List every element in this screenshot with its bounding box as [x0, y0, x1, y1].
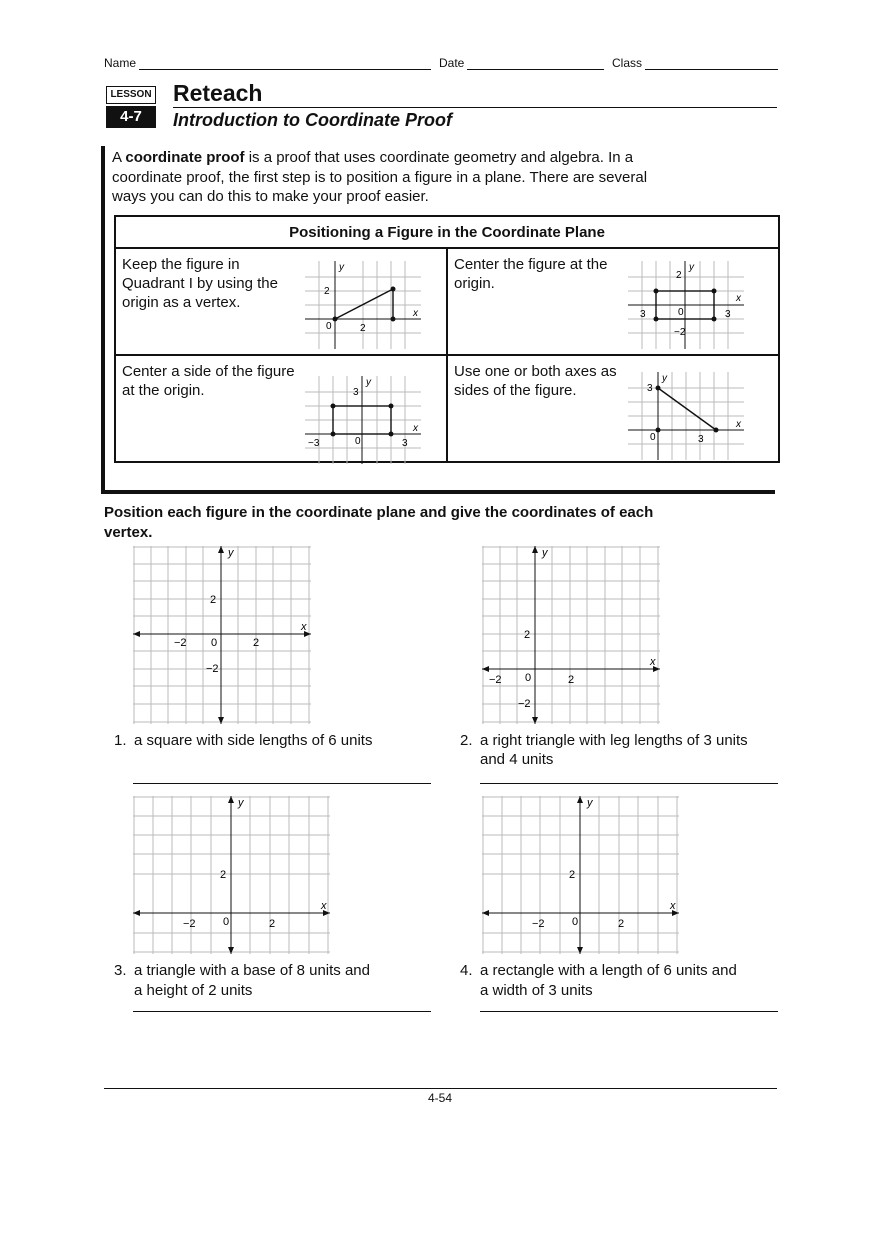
panel-bottom-bar: [101, 490, 775, 494]
svg-text:x: x: [321, 900, 327, 912]
svg-text:−2: −2: [518, 698, 531, 710]
svg-text:2: 2: [220, 869, 227, 881]
quadrant-one-graph: [305, 261, 421, 349]
svg-text:−2: −2: [674, 327, 686, 338]
svg-text:−2: −2: [206, 663, 219, 675]
title-rule: [173, 107, 777, 108]
svg-text:y: y: [689, 262, 694, 273]
center-origin-graph: [628, 261, 744, 349]
svg-text:0: 0: [650, 432, 656, 443]
svg-text:2: 2: [676, 270, 682, 281]
center-side-graph: [305, 376, 421, 464]
svg-text:2: 2: [618, 918, 625, 930]
svg-text:x: x: [413, 423, 418, 434]
svg-text:2: 2: [524, 629, 531, 641]
svg-text:2: 2: [324, 286, 330, 297]
svg-text:x: x: [301, 621, 307, 633]
table-cell-quadrant-one: Keep the figure in Quadrant I by using the origin as a vertex. y x 2 0 2: [115, 248, 447, 355]
date-blank[interactable]: [467, 69, 604, 70]
graph-4[interactable]: [482, 796, 679, 954]
svg-text:y: y: [228, 547, 234, 559]
table-cell-center-side: Center a side of the figure at the origin. y x 3 −3 0 3: [115, 355, 447, 462]
svg-text:0: 0: [355, 436, 361, 447]
svg-text:y: y: [238, 797, 244, 809]
svg-text:y: y: [366, 377, 371, 388]
problem-4: 4. a rectangle with a length of 6 units and a width of 3 units: [460, 962, 737, 999]
class-blank[interactable]: [645, 69, 778, 70]
svg-text:x: x: [736, 419, 741, 430]
instructions: Position each figure in the coordinate plane and give the coordinates of each vertex.: [104, 504, 654, 541]
graph-2[interactable]: [482, 546, 660, 724]
table-cell-center-origin: Center the figure at the origin. y x 2 3 0 3 −2: [447, 248, 779, 355]
svg-text:−2: −2: [174, 637, 187, 649]
svg-text:3: 3: [725, 309, 731, 320]
problem-3: 3. a triangle with a base of 8 units and a height of 2 units: [114, 962, 370, 999]
svg-text:3: 3: [647, 383, 653, 394]
answer-line-4[interactable]: [480, 1011, 778, 1012]
svg-text:x: x: [670, 900, 676, 912]
svg-text:x: x: [650, 656, 656, 668]
class-label: Class: [612, 56, 643, 70]
svg-text:0: 0: [211, 637, 218, 649]
svg-text:−2: −2: [489, 674, 502, 686]
answer-line-2[interactable]: [480, 783, 778, 784]
problem-2: 2. a right triangle with leg lengths of 3 units and 4 units: [460, 732, 748, 768]
svg-text:0: 0: [223, 916, 230, 928]
page-title: Reteach: [173, 80, 263, 106]
name-blank[interactable]: [139, 69, 431, 70]
svg-text:0: 0: [525, 672, 532, 684]
table-heading: Positioning a Figure in the Coordinate Plane: [115, 216, 779, 248]
problem-1: 1. a square with side lengths of 6 units: [114, 732, 373, 749]
positioning-table: [114, 215, 780, 463]
answer-line-3[interactable]: [133, 1011, 431, 1012]
answer-line-1[interactable]: [133, 783, 431, 784]
svg-text:2: 2: [569, 869, 576, 881]
svg-text:3: 3: [402, 438, 408, 449]
name-label: Name: [104, 56, 137, 70]
svg-text:y: y: [542, 547, 548, 559]
intro-term: coordinate proof: [125, 149, 245, 166]
svg-text:3: 3: [353, 387, 359, 398]
svg-text:2: 2: [253, 637, 260, 649]
svg-text:2: 2: [269, 918, 276, 930]
graph-3[interactable]: [133, 796, 330, 954]
svg-text:−3: −3: [308, 438, 320, 449]
svg-text:2: 2: [568, 674, 575, 686]
svg-text:x: x: [736, 293, 741, 304]
svg-text:−2: −2: [183, 918, 196, 930]
panel-left-bar: [101, 146, 105, 493]
svg-text:x: x: [413, 308, 418, 319]
svg-text:3: 3: [698, 434, 704, 445]
svg-text:0: 0: [326, 321, 332, 332]
svg-text:0: 0: [572, 916, 579, 928]
page-number: 4-54: [427, 1091, 453, 1105]
svg-text:0: 0: [678, 307, 684, 318]
svg-text:3: 3: [640, 309, 646, 320]
graph-1[interactable]: [133, 546, 311, 724]
table-cell-use-axes: Use one or both axes as sides of the figure. y x 3 0 3: [447, 355, 779, 462]
use-axes-graph: [628, 372, 744, 460]
svg-text:−2: −2: [532, 918, 545, 930]
page-subtitle: Introduction to Coordinate Proof: [173, 110, 452, 130]
lesson-badge: [106, 86, 156, 128]
svg-text:y: y: [662, 373, 667, 384]
intro-paragraph: A coordinate proof is a proof that uses coordinate geometry and algebra. In a coordinate proof, the first step is to position a figure in a plane. There are several ways you can do this to make your proof easier.: [112, 149, 648, 205]
date-label: Date: [439, 56, 465, 70]
lesson-label: LESSON: [106, 86, 156, 104]
lesson-number: 4-7: [106, 106, 156, 128]
svg-text:2: 2: [360, 323, 366, 334]
svg-text:y: y: [587, 797, 593, 809]
svg-text:y: y: [339, 262, 344, 273]
svg-text:2: 2: [210, 594, 217, 606]
footer-rule: [104, 1088, 777, 1089]
